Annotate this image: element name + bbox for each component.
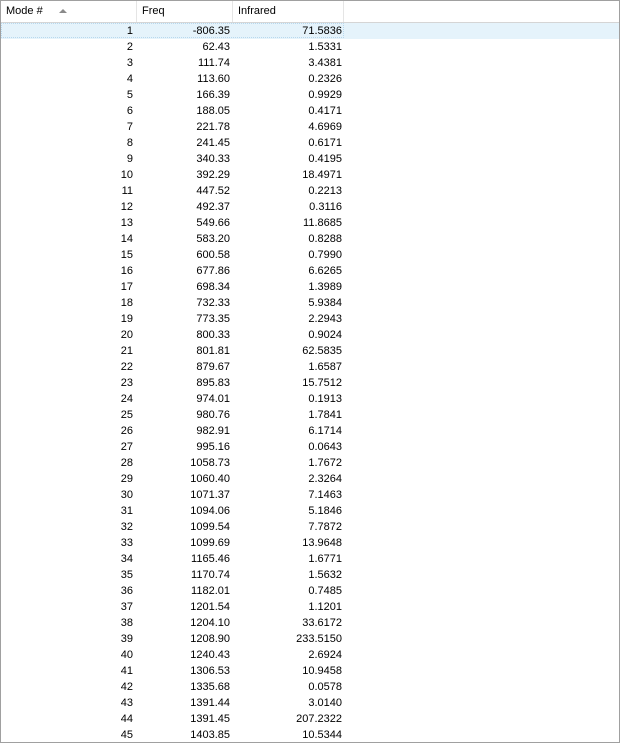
table-row[interactable] <box>1 327 619 343</box>
table-row[interactable] <box>1 471 619 487</box>
cell-mode-number: 1 <box>126 25 133 37</box>
cell-mode-number: 30 <box>120 489 133 501</box>
cell-frequency: 895.83 <box>196 377 230 389</box>
cell-frequency: 447.52 <box>196 185 230 197</box>
table-row[interactable] <box>1 647 619 663</box>
cell-frequency: 1182.01 <box>191 585 230 597</box>
cell-frequency: 732.33 <box>196 297 230 309</box>
cell-frequency: 221.78 <box>196 121 230 133</box>
cell-frequency: 980.76 <box>196 409 230 421</box>
cell-infrared-intensity: 18.4971 <box>302 169 342 181</box>
cell-frequency: 974.01 <box>196 393 230 405</box>
cell-infrared-intensity: 0.1913 <box>308 393 342 405</box>
cell-mode-number: 24 <box>120 393 133 405</box>
cell-infrared-intensity: 0.2213 <box>308 185 342 197</box>
cell-infrared-intensity: 0.0643 <box>308 441 342 453</box>
table-row[interactable] <box>1 455 619 471</box>
cell-frequency: 1060.40 <box>190 473 230 485</box>
cell-frequency: 166.39 <box>196 89 230 101</box>
cell-frequency: -806.35 <box>192 25 230 37</box>
table-row[interactable] <box>1 215 619 231</box>
table-row[interactable] <box>1 71 619 87</box>
cell-mode-number: 27 <box>120 441 133 453</box>
cell-mode-number: 28 <box>120 457 133 469</box>
column-header-mode[interactable] <box>1 1 137 22</box>
column-header-mode-label: Mode # <box>6 5 43 17</box>
table-row[interactable] <box>1 599 619 615</box>
cell-infrared-intensity: 71.5836 <box>302 25 342 37</box>
cell-mode-number: 32 <box>120 521 133 533</box>
cell-infrared-intensity: 4.6969 <box>308 121 342 133</box>
cell-infrared-intensity: 6.6265 <box>308 265 342 277</box>
cell-infrared-intensity: 0.0578 <box>308 681 342 693</box>
cell-mode-number: 38 <box>120 617 133 629</box>
cell-mode-number: 23 <box>120 377 133 389</box>
table-row[interactable] <box>1 167 619 183</box>
table-row[interactable] <box>1 567 619 583</box>
cell-frequency: 677.86 <box>196 265 230 277</box>
cell-infrared-intensity: 1.7672 <box>308 457 342 469</box>
cell-frequency: 1058.73 <box>190 457 230 469</box>
table-row[interactable] <box>1 487 619 503</box>
table-row[interactable] <box>1 679 619 695</box>
table-row[interactable] <box>1 199 619 215</box>
cell-mode-number: 26 <box>120 425 133 437</box>
cell-infrared-intensity: 5.1846 <box>308 505 342 517</box>
table-row[interactable] <box>1 87 619 103</box>
cell-mode-number: 40 <box>120 649 133 661</box>
cell-frequency: 1099.69 <box>190 537 230 549</box>
cell-mode-number: 35 <box>120 569 133 581</box>
table-row[interactable] <box>1 183 619 199</box>
cell-infrared-intensity: 10.9458 <box>302 665 342 677</box>
table-row[interactable] <box>1 663 619 679</box>
cell-mode-number: 13 <box>120 217 133 229</box>
cell-frequency: 1391.45 <box>190 713 230 725</box>
cell-mode-number: 42 <box>120 681 133 693</box>
cell-frequency: 583.20 <box>196 233 230 245</box>
cell-frequency: 1094.06 <box>190 505 230 517</box>
table-row[interactable] <box>1 583 619 599</box>
cell-frequency: 995.16 <box>196 441 230 453</box>
table-row[interactable] <box>1 727 619 743</box>
cell-frequency: 698.34 <box>196 281 230 293</box>
table-row[interactable] <box>1 711 619 727</box>
cell-infrared-intensity: 11.8685 <box>303 217 342 229</box>
cell-mode-number: 17 <box>120 281 133 293</box>
column-header-freq-label: Freq <box>142 5 165 17</box>
table-row[interactable] <box>1 503 619 519</box>
cell-infrared-intensity: 6.1714 <box>308 425 342 437</box>
cell-infrared-intensity: 0.3116 <box>309 201 342 213</box>
cell-frequency: 1208.90 <box>190 633 230 645</box>
cell-infrared-intensity: 0.9929 <box>308 89 342 101</box>
cell-mode-number: 11 <box>121 185 133 197</box>
cell-mode-number: 2 <box>126 41 133 53</box>
cell-frequency: 549.66 <box>196 217 230 229</box>
cell-infrared-intensity: 7.1463 <box>308 489 342 501</box>
cell-mode-number: 9 <box>126 153 133 165</box>
cell-mode-number: 31 <box>120 505 133 517</box>
cell-mode-number: 5 <box>126 89 133 101</box>
cell-mode-number: 25 <box>120 409 133 421</box>
table-row[interactable] <box>1 407 619 423</box>
cell-mode-number: 6 <box>126 105 133 117</box>
table-row[interactable] <box>1 375 619 391</box>
cell-infrared-intensity: 1.7841 <box>308 409 342 421</box>
cell-mode-number: 21 <box>120 345 133 357</box>
cell-infrared-intensity: 2.6924 <box>308 649 342 661</box>
table-row[interactable] <box>1 279 619 295</box>
cell-frequency: 773.35 <box>196 313 230 325</box>
table-row[interactable] <box>1 391 619 407</box>
cell-mode-number: 19 <box>120 313 133 325</box>
cell-infrared-intensity: 233.5150 <box>296 633 342 645</box>
cell-frequency: 1240.43 <box>190 649 230 661</box>
cell-mode-number: 14 <box>120 233 133 245</box>
table-row[interactable] <box>1 55 619 71</box>
cell-infrared-intensity: 207.2322 <box>296 713 342 725</box>
cell-infrared-intensity: 10.5344 <box>302 729 342 741</box>
cell-infrared-intensity: 1.5331 <box>308 41 342 53</box>
cell-frequency: 1391.44 <box>190 697 230 709</box>
cell-mode-number: 29 <box>120 473 133 485</box>
cell-mode-number: 15 <box>120 249 133 261</box>
table-row[interactable] <box>1 135 619 151</box>
cell-frequency: 982.91 <box>196 425 230 437</box>
table-row[interactable] <box>1 439 619 455</box>
cell-frequency: 1403.85 <box>190 729 230 741</box>
cell-mode-number: 34 <box>120 553 133 565</box>
table-row[interactable] <box>1 295 619 311</box>
cell-frequency: 111.74 <box>197 57 230 69</box>
table-header <box>1 1 619 23</box>
cell-infrared-intensity: 0.9024 <box>308 329 342 341</box>
table-row[interactable] <box>1 103 619 119</box>
table-row[interactable] <box>1 23 619 39</box>
sort-ascending-icon <box>59 9 67 13</box>
cell-infrared-intensity: 0.4195 <box>308 153 342 165</box>
table-row[interactable] <box>1 423 619 439</box>
column-header-infrared[interactable] <box>233 1 344 22</box>
table-row[interactable] <box>1 615 619 631</box>
cell-infrared-intensity: 3.0140 <box>308 697 342 709</box>
table-row[interactable] <box>1 39 619 55</box>
cell-mode-number: 12 <box>120 201 133 213</box>
cell-infrared-intensity: 13.9648 <box>302 537 342 549</box>
cell-frequency: 1165.46 <box>191 553 230 565</box>
table-row[interactable] <box>1 551 619 567</box>
table-row[interactable] <box>1 519 619 535</box>
table-row[interactable] <box>1 343 619 359</box>
cell-mode-number: 33 <box>120 537 133 549</box>
cell-infrared-intensity: 1.5632 <box>308 569 342 581</box>
cell-mode-number: 8 <box>126 137 133 149</box>
cell-mode-number: 39 <box>120 633 133 645</box>
cell-infrared-intensity: 15.7512 <box>302 377 342 389</box>
cell-frequency: 600.58 <box>196 249 230 261</box>
cell-frequency: 62.43 <box>202 41 230 53</box>
cell-mode-number: 36 <box>120 585 133 597</box>
table-row[interactable] <box>1 263 619 279</box>
cell-frequency: 1170.74 <box>191 569 230 581</box>
table-row[interactable] <box>1 359 619 375</box>
cell-frequency: 1204.10 <box>190 617 230 629</box>
column-header-infrared-label: Infrared <box>238 5 276 17</box>
cell-infrared-intensity: 1.6587 <box>308 361 342 373</box>
cell-frequency: 1099.54 <box>190 521 230 533</box>
cell-frequency: 241.45 <box>196 137 230 149</box>
table-row[interactable] <box>1 119 619 135</box>
cell-infrared-intensity: 0.6171 <box>308 137 342 149</box>
cell-infrared-intensity: 62.5835 <box>302 345 342 357</box>
cell-infrared-intensity: 5.9384 <box>308 297 342 309</box>
cell-frequency: 492.37 <box>196 201 230 213</box>
cell-mode-number: 45 <box>120 729 133 741</box>
table-row[interactable] <box>1 311 619 327</box>
cell-infrared-intensity: 2.3264 <box>308 473 342 485</box>
table-body <box>1 23 619 743</box>
cell-frequency: 113.60 <box>197 73 230 85</box>
table-row[interactable] <box>1 695 619 711</box>
cell-infrared-intensity: 1.1201 <box>308 601 342 613</box>
cell-frequency: 1306.53 <box>190 665 230 677</box>
cell-frequency: 1071.37 <box>190 489 230 501</box>
cell-frequency: 800.33 <box>196 329 230 341</box>
table-row[interactable] <box>1 231 619 247</box>
cell-mode-number: 7 <box>126 121 133 133</box>
cell-frequency: 1335.68 <box>190 681 230 693</box>
cell-infrared-intensity: 0.4171 <box>308 105 342 117</box>
cell-mode-number: 22 <box>120 361 133 373</box>
cell-frequency: 392.29 <box>196 169 230 181</box>
cell-infrared-intensity: 1.3989 <box>308 281 342 293</box>
cell-mode-number: 43 <box>120 697 133 709</box>
cell-mode-number: 37 <box>120 601 133 613</box>
cell-mode-number: 20 <box>120 329 133 341</box>
cell-infrared-intensity: 7.7872 <box>308 521 342 533</box>
cell-frequency: 188.05 <box>196 105 230 117</box>
cell-infrared-intensity: 3.4381 <box>308 57 342 69</box>
cell-infrared-intensity: 0.2326 <box>308 73 342 85</box>
cell-infrared-intensity: 0.7485 <box>308 585 342 597</box>
table-row[interactable] <box>1 631 619 647</box>
table-row[interactable] <box>1 247 619 263</box>
cell-frequency: 801.81 <box>196 345 230 357</box>
cell-mode-number: 41 <box>120 665 133 677</box>
cell-mode-number: 18 <box>120 297 133 309</box>
cell-mode-number: 16 <box>120 265 133 277</box>
cell-mode-number: 3 <box>126 57 133 69</box>
cell-infrared-intensity: 0.8288 <box>308 233 342 245</box>
table-row[interactable] <box>1 535 619 551</box>
cell-mode-number: 4 <box>126 73 133 85</box>
cell-infrared-intensity: 1.6771 <box>308 553 342 565</box>
cell-infrared-intensity: 2.2943 <box>308 313 342 325</box>
cell-frequency: 340.33 <box>196 153 230 165</box>
cell-mode-number: 10 <box>120 169 133 181</box>
cell-infrared-intensity: 0.7990 <box>308 249 342 261</box>
cell-frequency: 1201.54 <box>190 601 230 613</box>
cell-infrared-intensity: 33.6172 <box>302 617 342 629</box>
cell-mode-number: 44 <box>120 713 133 725</box>
cell-frequency: 879.67 <box>196 361 230 373</box>
table-row[interactable] <box>1 151 619 167</box>
column-header-freq[interactable] <box>137 1 233 22</box>
